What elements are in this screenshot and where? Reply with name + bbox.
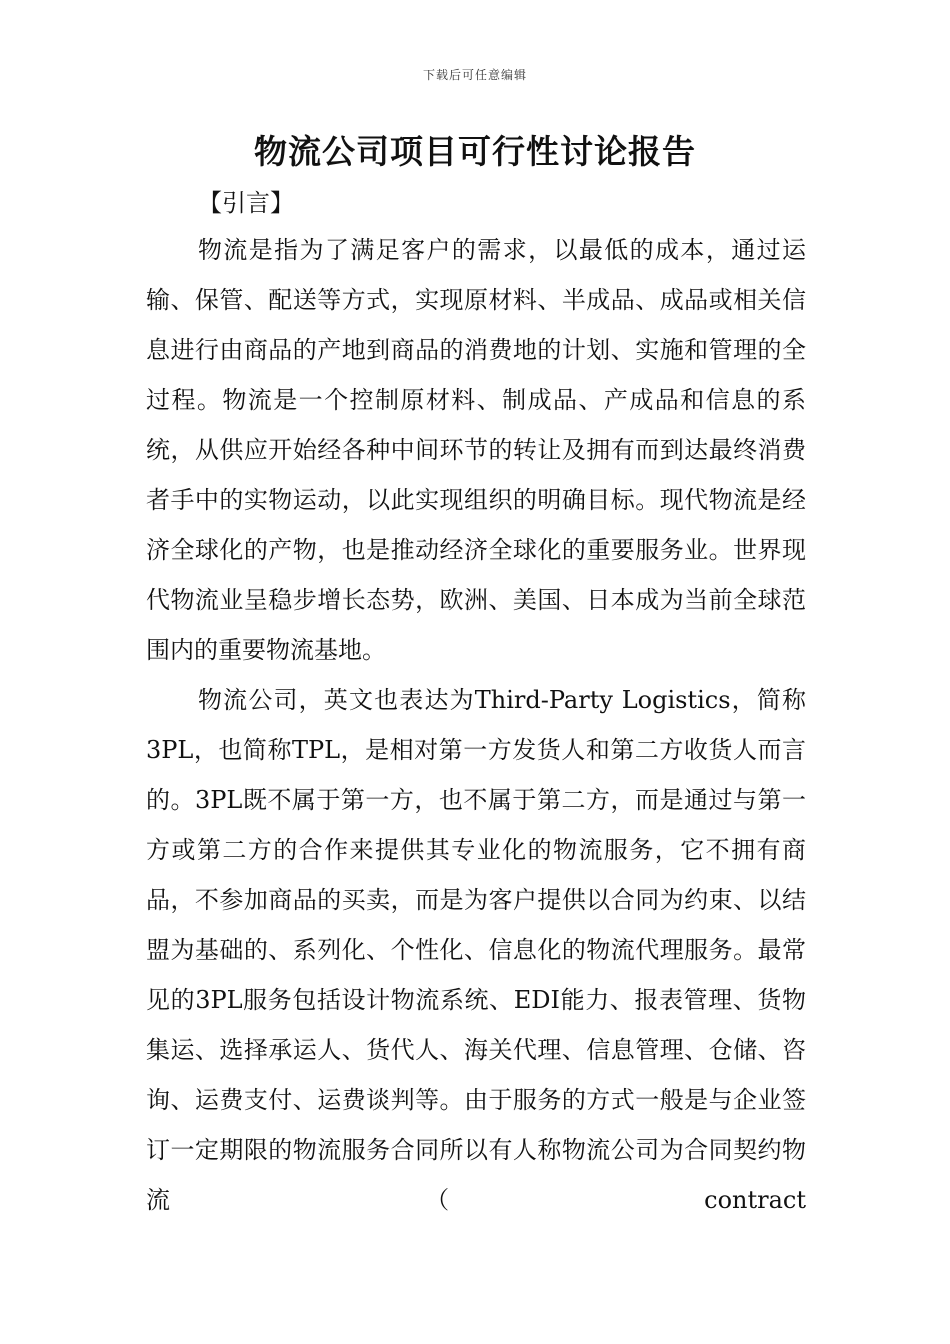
document-title: 物流公司项目可行性讨论报告 [254, 132, 696, 171]
body-paragraph-1-block [146, 225, 806, 675]
body-paragraph-2-block [146, 675, 806, 1225]
header-note: 下载后可任意编辑 [422, 68, 527, 82]
section-heading: 【引言】 [198, 189, 294, 217]
body-paragraph: 物流公司，英文也表达为Third-Party Logistics，简称3PL，也简称TPL，是相对第一方发货人和第二方收货人而言的。3PL既不属于第一方，也不属于第二方，而是通过与第一方或第二方的合作来提供其专业化的物流服务，它不拥有商品，不参加商品的买卖，而是为客户提供以合同为约束、以结盟为基础的、系列化、个性化、信息化的物流代理服务。最常见的3PL服务包括设计物流系统、EDI能力、报表管理、货物集运、选择承运人、货代人、海关代理、信息管理、仓储、咨询、运费支付、运费谈判等。由于服务的方式一般是与企业签订一定期限的物流服务合同所以有人称物流公司为合同契约物流（contract [146, 686, 806, 1214]
body-paragraph: 物流是指为了满足客户的需求，以最低的成本，通过运输、保管、配送等方式，实现原材料、半成品、成品或相关信息进行由商品的产地到商品的消费地的计划、实施和管理的全过程。物流是一个控制原材料、制成品、产成品和信息的系统，从供应开始经各种中间环节的转让及拥有而到达最终消费者手中的实物运动，以此实现组织的明确目标。现代物流是经济全球化的产物，也是推动经济全球化的重要服务业。世界现代物流业呈稳步增长态势，欧洲、美国、日本成为当前全球范围内的重要物流基地。 [146, 236, 806, 664]
